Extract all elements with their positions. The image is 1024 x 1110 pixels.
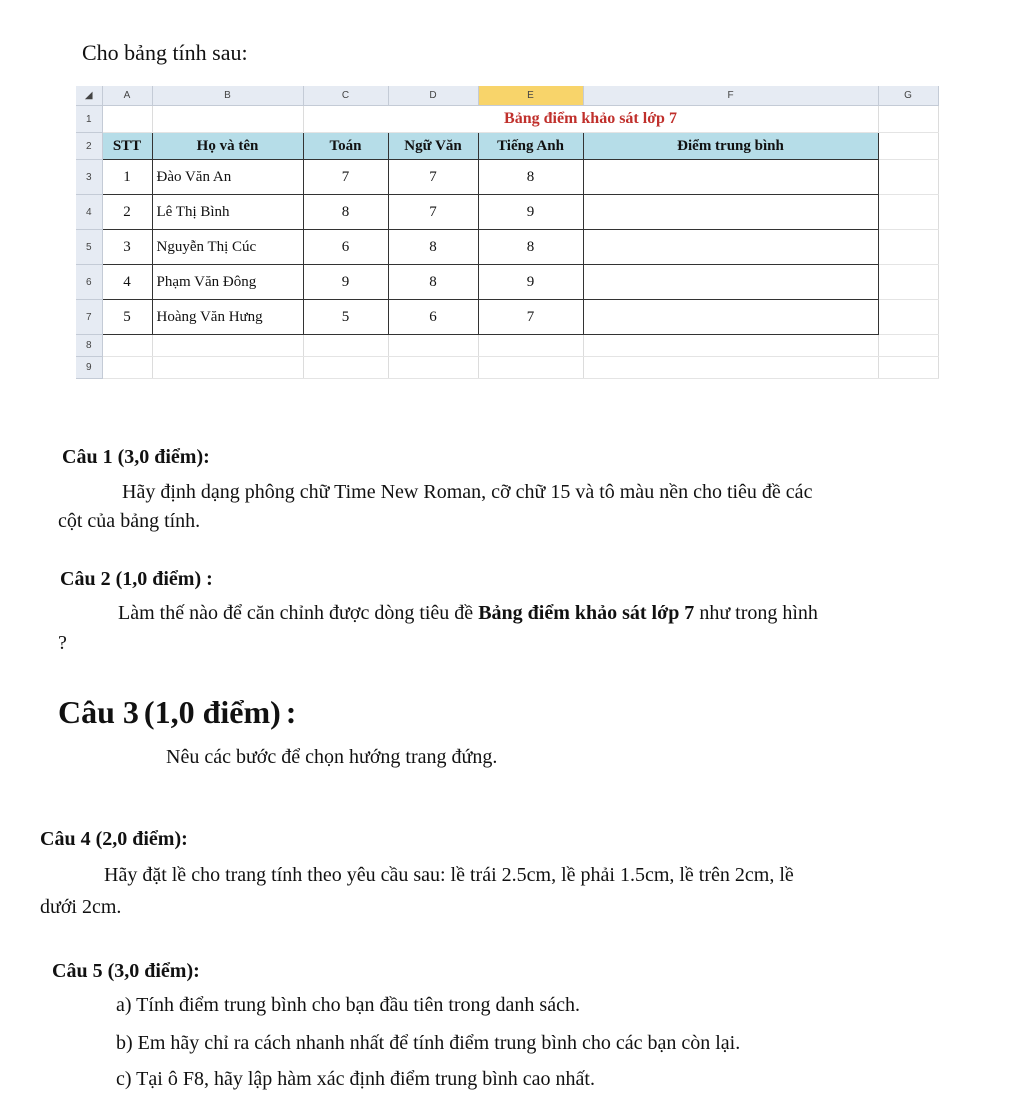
col-header-f[interactable]: F bbox=[583, 86, 878, 106]
cell-average[interactable] bbox=[583, 230, 878, 265]
cell-name[interactable]: Phạm Văn Đông bbox=[152, 265, 303, 300]
header-average[interactable]: Điểm trung bình bbox=[583, 133, 878, 160]
sheet-title-cell[interactable]: Bảng điểm khảo sát lớp 7 bbox=[303, 106, 878, 133]
intro-text: Cho bảng tính sau: bbox=[82, 40, 248, 65]
table-row bbox=[76, 230, 938, 265]
row-number[interactable]: 3 bbox=[76, 160, 102, 195]
cell-average[interactable] bbox=[583, 160, 878, 195]
row-number[interactable]: 5 bbox=[76, 230, 102, 265]
cell-average[interactable] bbox=[583, 265, 878, 300]
cell[interactable] bbox=[878, 357, 938, 379]
table-row bbox=[76, 160, 938, 195]
q5-heading bbox=[52, 960, 200, 983]
q2-heading bbox=[60, 568, 213, 591]
cell-name[interactable]: Nguyễn Thị Cúc bbox=[152, 230, 303, 265]
q4-line1: Hãy đặt lề cho trang tính theo yêu cầu sau: lề trái 2.5cm, lề phải 1.5cm, lề trên 2cm, lề bbox=[104, 864, 794, 886]
q1-heading bbox=[62, 446, 210, 469]
cell[interactable] bbox=[152, 335, 303, 357]
column-header-row bbox=[76, 86, 938, 106]
cell-name[interactable]: Lê Thị Bình bbox=[152, 195, 303, 230]
cell[interactable] bbox=[303, 335, 388, 357]
q3-heading bbox=[58, 694, 296, 731]
q2-line1-pre: Làm thế nào để căn chỉnh được dòng tiêu đề bbox=[118, 602, 474, 624]
cell[interactable] bbox=[878, 265, 938, 300]
spreadsheet-grid bbox=[76, 86, 939, 379]
cell[interactable] bbox=[102, 357, 152, 379]
cell[interactable] bbox=[152, 357, 303, 379]
q5-points: (3,0 điểm): bbox=[107, 960, 200, 982]
q5-item-a: a) Tính điểm trung bình cho bạn đầu tiên trong danh sách. bbox=[116, 994, 580, 1016]
cell-van[interactable]: 7 bbox=[388, 195, 478, 230]
q1-line1: Hãy định dạng phông chữ Time New Roman, cỡ chữ 15 và tô màu nền cho tiêu đề các bbox=[122, 481, 813, 503]
header-toan[interactable]: Toán bbox=[303, 133, 388, 160]
cell[interactable] bbox=[102, 106, 152, 133]
cell[interactable] bbox=[878, 133, 938, 160]
cell[interactable] bbox=[478, 335, 583, 357]
sheet-row-9 bbox=[76, 357, 938, 379]
sheet-row-8 bbox=[76, 335, 938, 357]
col-header-c[interactable]: C bbox=[303, 86, 388, 106]
select-all-corner[interactable]: ◢ bbox=[76, 86, 102, 106]
col-header-b[interactable]: B bbox=[152, 86, 303, 106]
col-header-g[interactable]: G bbox=[878, 86, 938, 106]
q3-colon: : bbox=[285, 694, 297, 730]
col-header-e[interactable]: E bbox=[478, 86, 583, 106]
spreadsheet bbox=[76, 86, 938, 386]
row-number[interactable]: 8 bbox=[76, 335, 102, 357]
cell-name[interactable]: Hoàng Văn Hưng bbox=[152, 300, 303, 335]
q5-item-b: b) Em hãy chỉ ra cách nhanh nhất để tính điểm trung bình cho các bạn còn lại. bbox=[116, 1032, 741, 1054]
row-number[interactable]: 6 bbox=[76, 265, 102, 300]
cell-van[interactable]: 8 bbox=[388, 230, 478, 265]
q1-label: Câu 1 bbox=[62, 446, 113, 468]
cell-average[interactable] bbox=[583, 195, 878, 230]
cell[interactable] bbox=[478, 357, 583, 379]
cell[interactable] bbox=[878, 106, 938, 133]
cell-anh[interactable]: 7 bbox=[478, 300, 583, 335]
cell-toan[interactable]: 9 bbox=[303, 265, 388, 300]
cell-van[interactable]: 6 bbox=[388, 300, 478, 335]
table-row bbox=[76, 265, 938, 300]
q2-points: (1,0 điểm) bbox=[115, 568, 202, 590]
row-number[interactable]: 1 bbox=[76, 106, 102, 133]
q4-label: Câu 4 bbox=[40, 828, 91, 850]
cell-stt[interactable]: 1 bbox=[102, 160, 152, 195]
q4-heading bbox=[40, 828, 188, 851]
row-number[interactable]: 9 bbox=[76, 357, 102, 379]
q2-label: Câu 2 bbox=[60, 568, 111, 590]
col-header-d[interactable]: D bbox=[388, 86, 478, 106]
cell[interactable] bbox=[388, 357, 478, 379]
sheet-header-row bbox=[76, 133, 938, 160]
cell-toan[interactable]: 5 bbox=[303, 300, 388, 335]
cell[interactable] bbox=[878, 335, 938, 357]
cell[interactable] bbox=[878, 160, 938, 195]
q5-item-c: c) Tại ô F8, hãy lập hàm xác định điểm trung bình cao nhất. bbox=[116, 1068, 595, 1090]
q4-points: (2,0 điểm): bbox=[95, 828, 188, 850]
cell[interactable] bbox=[878, 230, 938, 265]
row-number[interactable]: 2 bbox=[76, 133, 102, 160]
cell-average[interactable] bbox=[583, 300, 878, 335]
cell-anh[interactable]: 8 bbox=[478, 230, 583, 265]
cell-stt[interactable]: 2 bbox=[102, 195, 152, 230]
header-van[interactable]: Ngữ Văn bbox=[388, 133, 478, 160]
cell-toan[interactable]: 8 bbox=[303, 195, 388, 230]
table-row bbox=[76, 300, 938, 335]
q2-line1-post: như trong hình bbox=[699, 602, 818, 624]
header-stt[interactable]: STT bbox=[102, 133, 152, 160]
row-number[interactable]: 7 bbox=[76, 300, 102, 335]
q5-label: Câu 5 bbox=[52, 960, 103, 982]
cell[interactable] bbox=[303, 357, 388, 379]
header-anh[interactable]: Tiếng Anh bbox=[478, 133, 583, 160]
header-name[interactable]: Họ và tên bbox=[152, 133, 303, 160]
row-number[interactable]: 4 bbox=[76, 195, 102, 230]
cell-f8[interactable] bbox=[583, 335, 878, 357]
cell[interactable] bbox=[583, 357, 878, 379]
q1-points: (3,0 điểm): bbox=[117, 446, 210, 468]
q2-colon: : bbox=[206, 568, 213, 590]
q3-points: (1,0 điểm) bbox=[143, 694, 281, 730]
sheet-row-1 bbox=[76, 106, 938, 133]
cell-anh[interactable]: 9 bbox=[478, 195, 583, 230]
q2-line2: ? bbox=[58, 632, 67, 654]
q1-line2: cột của bảng tính. bbox=[58, 510, 201, 532]
q3-line1: Nêu các bước để chọn hướng trang đứng. bbox=[166, 746, 498, 768]
cell-name[interactable]: Đào Văn An bbox=[152, 160, 303, 195]
q2-line1 bbox=[118, 602, 818, 625]
q3-label: Câu 3 bbox=[58, 694, 139, 730]
cell-van[interactable]: 8 bbox=[388, 265, 478, 300]
cell-van[interactable]: 7 bbox=[388, 160, 478, 195]
cell-stt[interactable]: 5 bbox=[102, 300, 152, 335]
q2-line1-bold: Bảng điểm khảo sát lớp 7 bbox=[478, 602, 695, 624]
cell[interactable] bbox=[102, 335, 152, 357]
cell-anh[interactable]: 8 bbox=[478, 160, 583, 195]
cell[interactable] bbox=[878, 195, 938, 230]
cell-stt[interactable]: 3 bbox=[102, 230, 152, 265]
cell-stt[interactable]: 4 bbox=[102, 265, 152, 300]
q4-line2: dưới 2cm. bbox=[40, 896, 122, 918]
cell-toan[interactable]: 6 bbox=[303, 230, 388, 265]
cell[interactable] bbox=[878, 300, 938, 335]
cell[interactable] bbox=[152, 106, 303, 133]
cell[interactable] bbox=[388, 335, 478, 357]
cell-anh[interactable]: 9 bbox=[478, 265, 583, 300]
table-row bbox=[76, 195, 938, 230]
cell-toan[interactable]: 7 bbox=[303, 160, 388, 195]
col-header-a[interactable]: A bbox=[102, 86, 152, 106]
